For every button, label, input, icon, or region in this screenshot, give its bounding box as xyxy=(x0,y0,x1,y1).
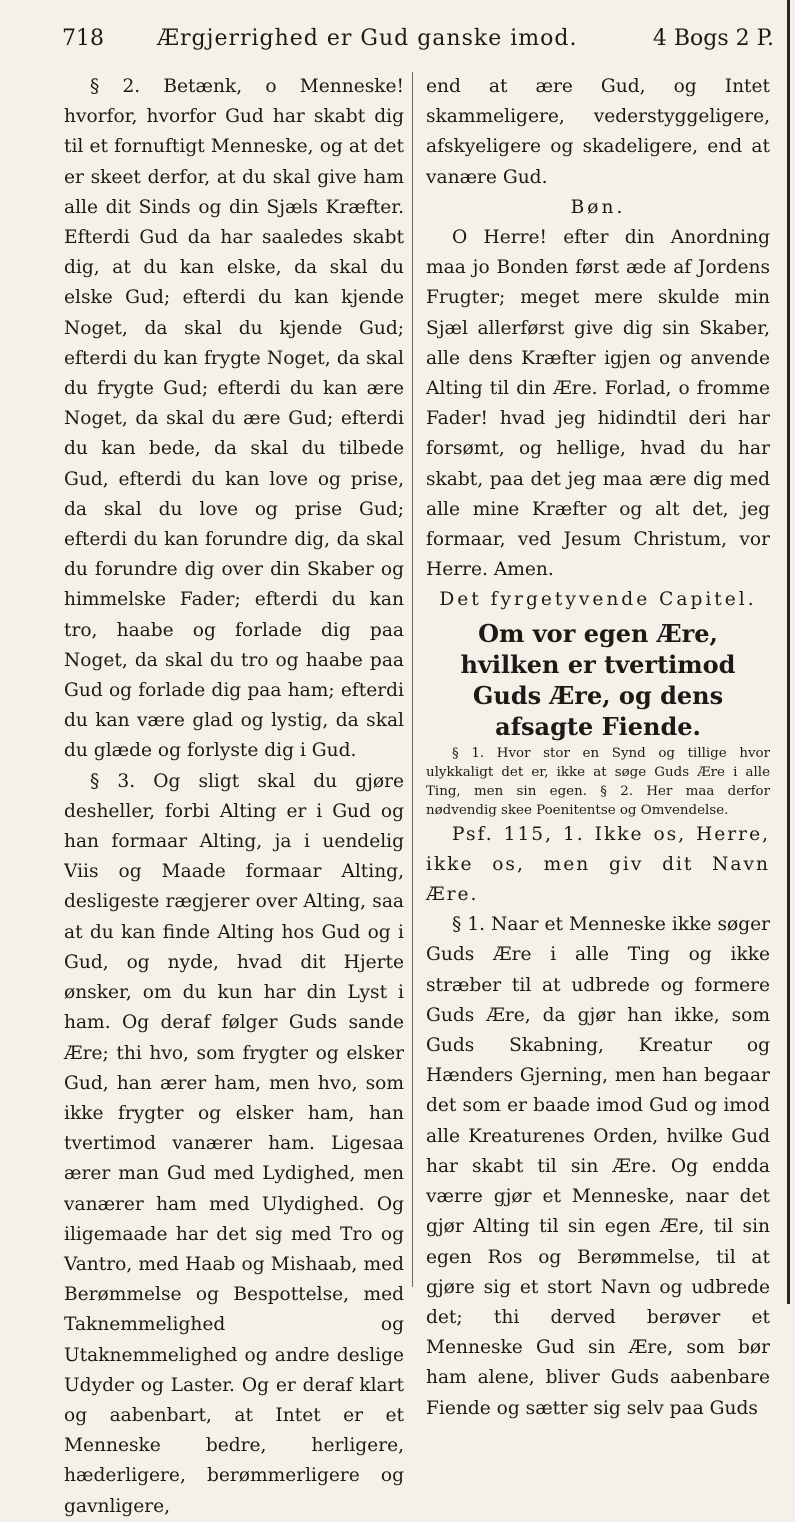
prayer-label: Bøn. xyxy=(570,196,626,218)
section-1-paragraph: § 1. Naar et Menneske ikke søger Guds Ære i alle Ting og ikke stræber til at udbrede og formere Guds Ære, da gjør han ikke, som Guds Skabning, Kreatur og Hænders Gjerning, men han begaar det som er baade imod Gud og imod alle Kreaturenes Orden, hvilke Gud har skabt til sin Ære. Og endda værre gjør et Menneske, naar det gjør Alting til sin egen Ære, til sin egen Ros og Berømmelse, til at gjøre sig et stort Navn og udbrede det; thi derved berøver et Menneske Gud sin Ære, som bør ham alene, bliver Guds aabenbare Fiende og sætter sig selv paa Guds xyxy=(426,914,770,1419)
column-divider xyxy=(412,72,413,1287)
running-header xyxy=(62,22,774,56)
chapter-summary: § 1. Hvor stor en Synd og tillige hvor ulykkaligt det er, ikke at søge Guds Ære i alle Ting, men sin egen. § 2. Her maa derfor nødvendig skee Poenitentse og Omvendelse. xyxy=(426,745,770,818)
chapter-label: Det fyrgetyvende Capitel. xyxy=(439,589,757,611)
continued-paragraph: end at ære Gud, og Intet skammeligere, vederstyggeligere, afskyeligere og skadeligere, end at vanære Gud. xyxy=(426,76,770,188)
section-3-paragraph: § 3. Og sligt skal du gjøre desheller, forbi Alting er i Gud og han formaar Alting, ja i uendelig Viis og Maade formaar Alting, desligeste rægjerer over Alting, saa at du kan finde Alting hos Gud og i Gud, og nyde, hvad dit Hjerte ønsker, om du kun har din Lyst i ham. Og deraf følger Guds sande Ære; thi hvo, som frygter og elsker Gud, han ærer ham, men hvo, som ikke frygter og elsker ham, han tvertimod vanærer ham. Ligesaa ærer man Gud med Lydighed, men vanærer ham med Ulydighed. Og iligemaade har det sig med Tro og Vantro, med Haab og Mishaab, med Berømmelse og Bespottelse, med Taknemmelighed og Utaknemmelighed og andre deslige Udyder og Laster. Og er deraf klart og aabenbart, at Intet er et Menneske bedre, herligere, hæderligere, berømmerligere og gavnligere, xyxy=(64,770,404,1517)
page-edge-rule xyxy=(787,0,790,1304)
page-number: 718 xyxy=(62,26,104,51)
book-signature: 4 Bogs 2 P. xyxy=(652,26,774,51)
running-title: Ærgjerrighed er Gud ganske imod. xyxy=(157,26,578,51)
scripture-reference: Psf. 115, 1. Ikke os, Herre, ikke os, men giv dit Navn Ære. xyxy=(426,823,770,906)
right-column xyxy=(426,72,770,1424)
left-column xyxy=(64,72,404,1522)
prayer-paragraph: O Herre! efter din Anordning maa jo Bonden først æde af Jordens Frugter; meget mere skulde min Sjæl allerførst give dig sin Skaber, alle dens Kræfter igjen og anvende Alting til din Ære. Forlad, o fromme Fader! hvad jeg hidindtil deri har forsømt, og hellige, hvad du har skabt, paa det jeg maa ære dig med alle mine Kræfter og alt det, jeg formaar, ved Jesum Christum, vor Herre. Amen. xyxy=(426,227,770,581)
section-2-paragraph: § 2. Betænk, o Menneske! hvorfor, hvorfor Gud har skabt dig til et fornuftigt Menneske, og at det er skeet derfor, at du skal give ham alle dit Sinds og din Sjæls Kræfter. Efterdi Gud da har saaledes skabt dig, at du kan elske, da skal du elske Gud; efterdi du kan kjende Noget, da skal du kjende Gud; efterdi du kan frygte Noget, da skal du frygte Gud; efterdi du kan ære Noget, da skal du ære Gud; efterdi du kan bede, da skal du tilbede Gud, efterdi du kan love og prise, da skal du love og prise Gud; efterdi du kan forundre dig, da skal du forundre dig over din Skaber og himmelske Fader; efterdi du kan tro, haabe og forlade dig paa Noget, da skal du tro og haabe paa Gud og forlade dig paa ham; efterdi du kan være glad og lystig, da skal du glæde og forlyste dig i Gud. xyxy=(64,76,404,762)
chapter-title: Om vor egen Ære, hvilken er tvertimod Guds Ære, og dens afsagte Fiende. xyxy=(460,618,736,741)
